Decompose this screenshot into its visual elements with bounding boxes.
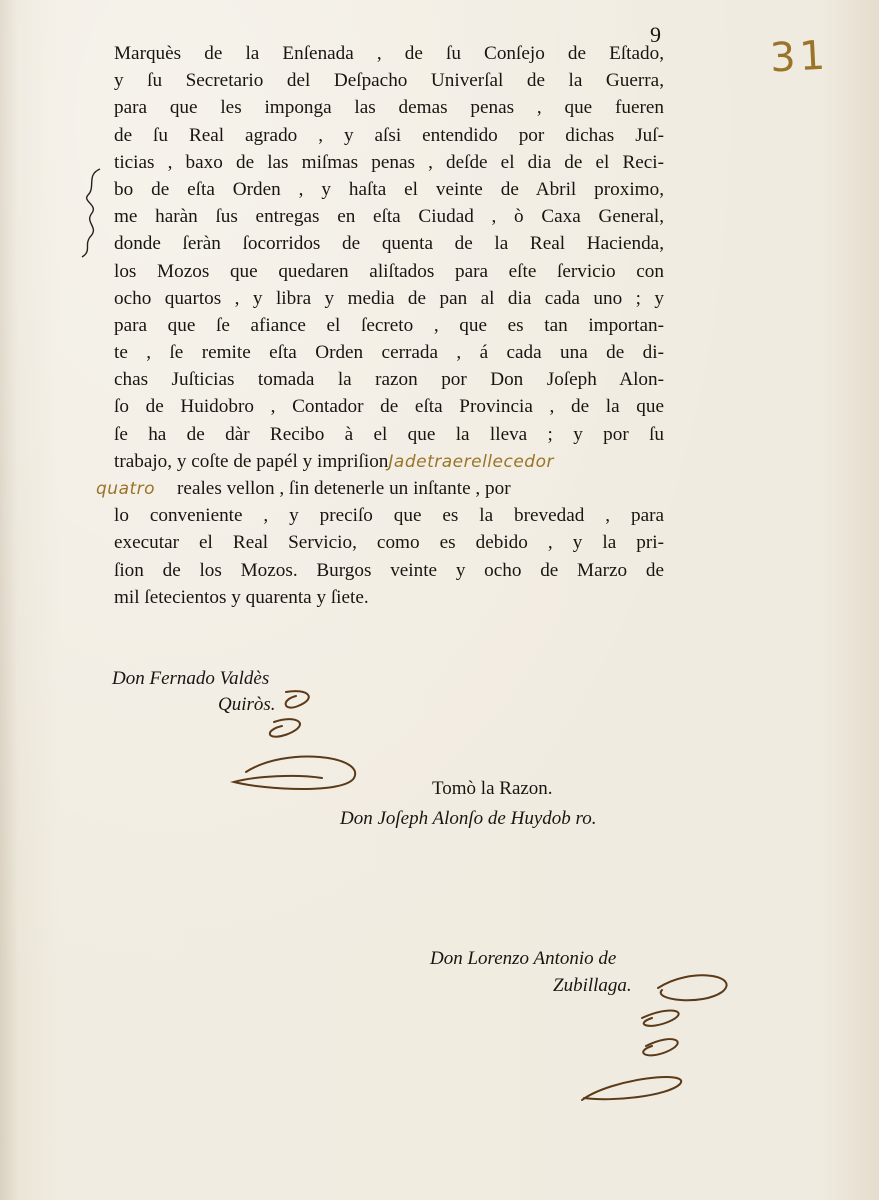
body-line: ocho quartos , y libra y media de pan al dia cada uno ; y [114,287,664,309]
body-line: para que ſe afiance el ſecreto , que es tan importan- [114,314,664,336]
page-number: 9 [650,22,661,47]
handwritten-insertion: quatro [96,479,156,499]
body-line: ſo de Huidobro , Contador de eſta Provincia , de la que [114,396,664,418]
body-line: bo de eſta Orden , y haſta el veinte de Abril proximo, [114,178,664,200]
body-line: ticias , baxo de las miſmas penas , deſde el dia de el Reci- [114,151,664,173]
handwritten-insertion: Jadetraerellecedor [388,451,554,472]
signatory-name-cont: Quiròs. [218,694,276,715]
body-line: te , ſe remite eſta Orden cerrada , á cada una de di- [114,342,664,364]
signatory-name-cont: Zubillaga. [553,975,632,996]
body-line: lo conveniente , y preciſo que es la brevedad , para [114,505,664,527]
body-line: ſe ha de dàr Recibo à el que la lleva ; y por ſu [114,423,664,445]
handwritten-rubric [572,960,742,1110]
signatory-name: Don Lorenzo Antonio de [430,948,617,969]
handwritten-folio-number: 31 [768,32,831,82]
body-line: los Mozos que quedaren aliſtados para eſte ſervicio con [114,260,664,282]
body-line: Marquès de la Enſenada , de ſu Conſejo de Eſtado, [114,43,664,64]
handwritten-rubric [226,686,371,796]
body-line: chas Juſticias tomada la razon por Don Joſeph Alon- [114,369,664,391]
body-line-printed: trabajo, y coſte de papél y impriſion [114,450,389,472]
signatory-name: Don Joſeph Alonſo de Huydob ro. [340,808,597,829]
body-line: me haràn ſus entregas en eſta Ciudad , ò Caxa General, [114,206,664,228]
body-line: y ſu Secretario del Deſpacho Univerſal de la Guerra, [114,70,664,92]
body-line: mil ſetecientos y quarenta y ſiete. [114,586,369,608]
body-line: de ſu Real agrado , y aſsi entendido por dichas Juſ- [114,124,664,146]
body-line: donde ſeràn ſocorridos de quenta de la Real Hacienda, [114,233,664,255]
body-line: para que les imponga las demas penas , que fueren [114,97,664,119]
body-line-printed: reales vellon , ſin detenerle un inſtante , por [177,478,511,499]
signatory-name: Don Fernado Valdès [112,668,270,689]
margin-bracket-mark [78,165,108,260]
body-line-with-insertion [114,448,664,475]
tomo-la-razon-label: Tomò la Razon. [432,778,553,799]
body-line: ſion de los Mozos. Burgos veinte y ocho de Marzo de [114,559,664,581]
body-text [96,40,664,611]
body-line-with-insertion [96,475,664,502]
body-line: executar el Real Servicio, como es debido , y la pri- [114,532,664,554]
